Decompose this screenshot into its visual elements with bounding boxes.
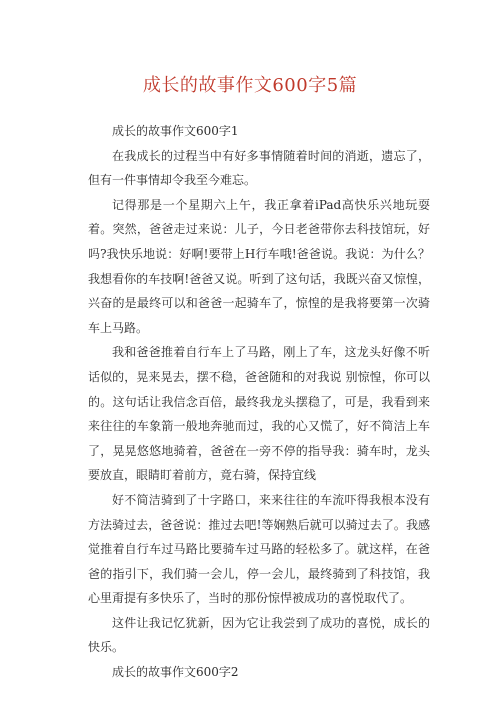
- document-body: [88, 119, 430, 685]
- section-heading-2: 成长的故事作文600字2: [112, 665, 239, 680]
- paragraph: 我和爸爸推着自行车上了马路，刚上了车，这龙头好像不听话似的，晃来晃去，摆不稳，爸爸随和的对我说 别惊惶，你可以的。这句话让我信念百倍，最终我龙头摆稳了，可是，我看到来来往往的车象箭一般地奔驰而过，我的心又慌了，好不简洁上车了，晃晃悠悠地骑着，爸爸在一旁不停的指导我：骑车时，龙头要放直，眼睛盯着前方，竟右骑，保持宜线: [88, 345, 430, 483]
- paragraph: 在我成长的过程当中有好多事情随着时间的消逝，遗忘了，但有一件事情却令我至今难忘。: [88, 148, 430, 188]
- paragraph: 这件让我记忆犹新，因为它让我尝到了成功的喜悦，成长的快乐。: [88, 615, 430, 655]
- document-title: 成长的故事作文600字5篇: [142, 75, 358, 96]
- paragraph: 记得那是一个星期六上午，我正拿着iPad高快乐兴地玩耍着。突然，爸爸走过来说：儿子，今日老爸带你去科技馆玩，好吗?我快乐地说：好啊!要带上H行车哦!爸爸说。我说：为什么？我想看你的车技啊!爸爸又说。听到了这句话，我既兴奋又惊惶，兴奋的是最终可以和爸爸一起骑车了，惊惶的是我将要第一次骑车上马路。: [88, 197, 430, 335]
- paragraph: 好不简洁骑到了十字路口，来来往往的车流吓得我根本没有方法骑过去，爸爸说：推过去吧!等娴熟后就可以骑过去了。我感觉推着自行车过马路比要骑车过马路的轻松多了。就这样，在爸爸的指引下，我们骑一会儿，停一会儿，最终骑到了科技馆，我心里甭提有多快乐了，当时的那份惊悍被成功的喜悦取代了。: [88, 492, 430, 606]
- section-heading-1: 成长的故事作文600字1: [112, 124, 239, 138]
